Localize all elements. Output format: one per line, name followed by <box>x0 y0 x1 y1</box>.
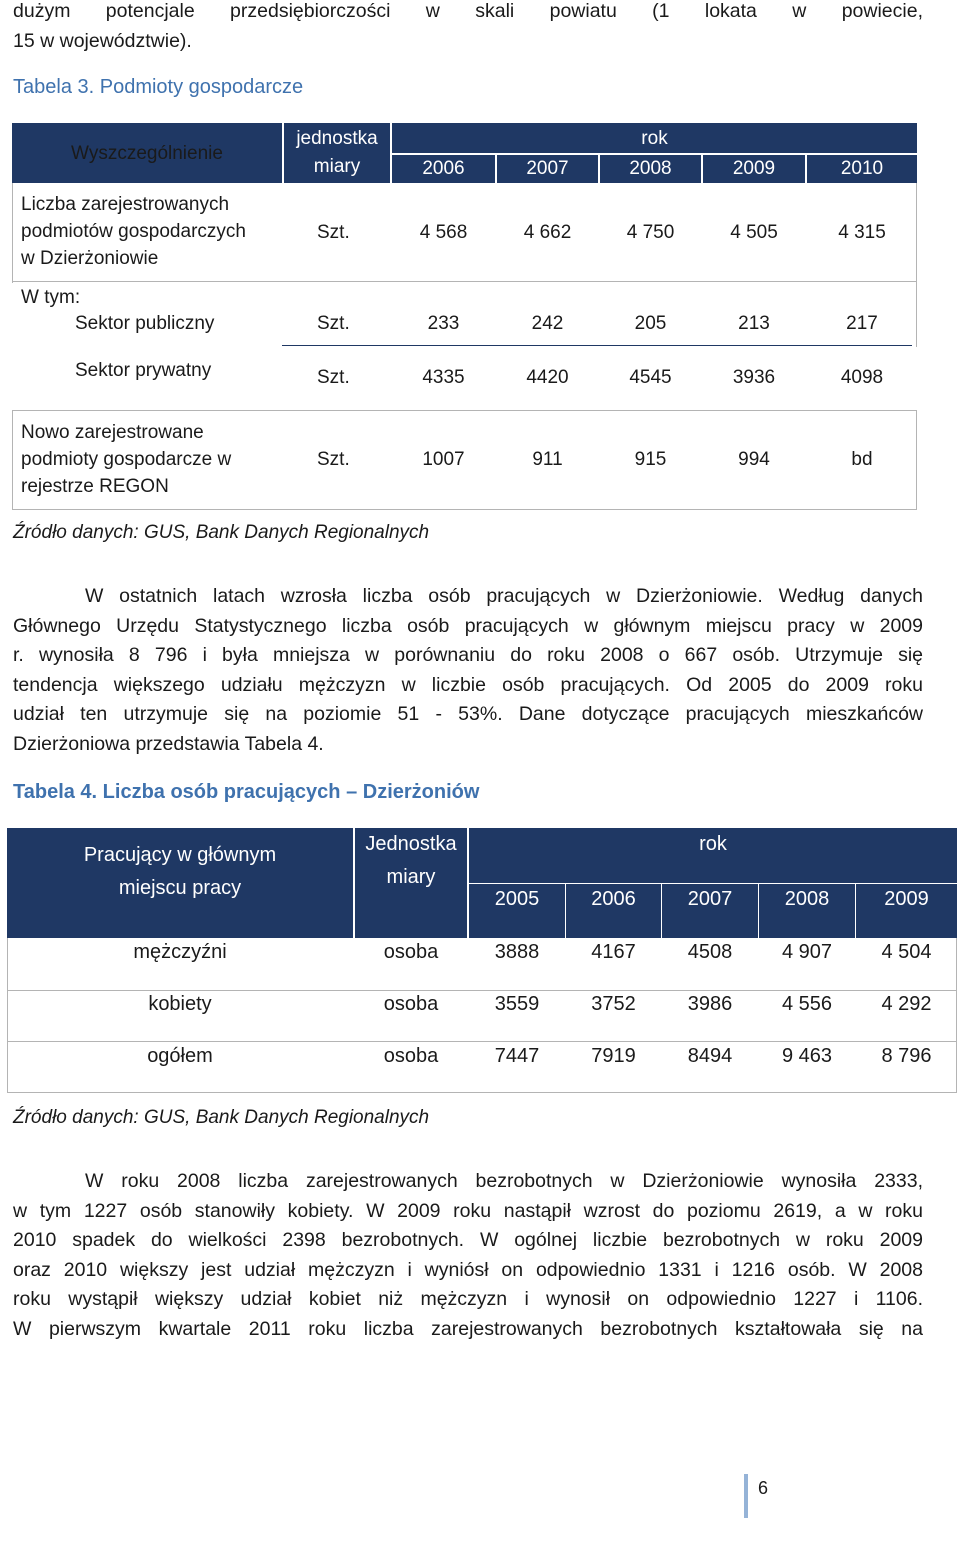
grid-line <box>12 281 917 282</box>
text-line: Głównego Urzędu Statystycznego liczba osób pracujących w głównym miejscu pracy w 2009 <box>13 614 923 637</box>
table4-header-label-line2: miejscu pracy <box>118 877 242 899</box>
table-cell-value: 242 <box>531 313 564 334</box>
table4-header-unit-line1: Jednostka <box>365 833 457 855</box>
table-cell-value: 4508 <box>687 941 733 963</box>
page-number-bar <box>744 1474 748 1518</box>
text-line: r. wynosiła 8 796 i była mniejsza w porównaniu do roku 2008 o 667 osób. Utrzymuje się <box>13 644 923 667</box>
table-cell-value: 4 907 <box>781 941 833 963</box>
row-label: ogółem <box>147 1045 213 1067</box>
row-unit: osoba <box>383 1045 439 1067</box>
table-cell-value: 233 <box>427 313 460 334</box>
text-line: 15 w województwie). <box>13 29 192 52</box>
table3-header-year-group: rok <box>641 128 668 149</box>
row-label-line: Nowo zarejestrowane <box>21 422 204 443</box>
text-line: Dzierżoniowa przedstawia Tabela 4. <box>13 732 324 755</box>
table-cell-value: 4167 <box>591 941 636 963</box>
table3 <box>12 123 917 511</box>
table4-source: Źródło danych: GUS, Bank Danych Regionalnych <box>13 1107 430 1128</box>
table-cell-value: 3888 <box>494 941 540 963</box>
table-cell-value: 4 750 <box>626 222 675 243</box>
table3-header-year: 2009 <box>732 158 776 179</box>
grid-line <box>7 1041 957 1042</box>
text-line: roku wystąpił większy udział kobiet niż mężczyzn i wynosił on odpowiednio 1227 i 1106. <box>13 1288 923 1311</box>
row-unit: osoba <box>383 993 439 1015</box>
table-cell-value: 3752 <box>591 993 636 1015</box>
grid-line <box>7 1092 957 1093</box>
table-cell-value: bd <box>851 449 873 470</box>
table-cell-value: 7447 <box>494 1045 540 1067</box>
row-label: kobiety <box>148 993 212 1015</box>
table-cell-value: 9 463 <box>781 1045 833 1067</box>
row-label-line: podmiotów gospodarczych <box>21 221 246 242</box>
table-cell-value: 4335 <box>422 367 465 388</box>
table4-caption: Tabela 4. Liczba osób pracujących – Dzierżoniów <box>13 781 480 803</box>
table4-header-unit-line2: miary <box>386 866 436 888</box>
row-unit: Szt. <box>317 449 350 470</box>
text-line: oraz 2010 większy jest udział mężczyzn i wyniósł on odpowiednio 1331 i 1216 osób. W 2008 <box>13 1258 923 1281</box>
row-label-line: podmioty gospodarcze w <box>21 449 232 470</box>
page-number: 6 <box>758 1478 769 1498</box>
row-unit: osoba <box>383 941 439 963</box>
table-cell-value: 8 796 <box>881 1045 932 1067</box>
text-line: dużym potencjale przedsiębiorczości w skali powiatu (1 lokata w powiecie, <box>13 0 923 22</box>
table4-header-year: 2005 <box>494 888 540 910</box>
row-label-line: w Dzierżoniowie <box>21 248 159 269</box>
grid-line <box>12 410 13 510</box>
table-cell-value: 4098 <box>840 367 884 388</box>
table4-header-label-line1: Pracujący w głównym <box>83 844 277 866</box>
row-label-line: rejestrze REGON <box>21 476 169 497</box>
intro-paragraph <box>13 0 923 56</box>
table-cell-value: 3559 <box>494 993 540 1015</box>
table3-header-unit-line1: jednostka <box>296 128 378 149</box>
table4-header-year: 2009 <box>884 888 929 910</box>
row-unit: Szt. <box>317 313 350 334</box>
text-line: tendencja większego udziału mężczyzn w liczbie osób pracujących. Od 2005 do 2009 roku <box>13 673 923 696</box>
grid-line <box>12 509 917 510</box>
table-cell-value: 4 292 <box>881 993 932 1015</box>
grid-line <box>12 183 13 283</box>
text-line: W roku 2008 liczba zarejestrowanych bezrobotnych w Dzierżoniowie wynosiła 2333, <box>85 1170 923 1192</box>
table-cell-value: 8494 <box>687 1045 733 1067</box>
text-line: W ostatnich latach wzrosła liczba osób pracujących w Dzierżoniowie. Według danych <box>85 585 923 607</box>
table-cell-value: 217 <box>846 313 878 334</box>
table3-header-year: 2006 <box>422 158 465 179</box>
table4-header-year: 2008 <box>784 888 830 910</box>
paragraph-unemployment <box>13 1167 923 1345</box>
grid-line <box>12 410 917 411</box>
row-unit: Szt. <box>317 367 350 388</box>
text-line: w tym 1227 osób stanowiły kobiety. W 2009 roku nastąpił wzrost do poziomu 2619, a w roku <box>13 1199 923 1222</box>
table-cell-value: 911 <box>532 449 563 470</box>
table-cell-value: 4 568 <box>419 222 468 243</box>
table-cell-value: 205 <box>634 313 667 334</box>
table-cell-value: 4420 <box>526 367 569 388</box>
row-label-line: Sektor prywatny <box>75 360 212 381</box>
table3-header-unit-line2: miary <box>313 156 361 177</box>
table-cell-value: 7919 <box>591 1045 636 1067</box>
table-cell-value: 4 315 <box>838 222 886 243</box>
table-cell-value: 994 <box>738 449 770 470</box>
table4-header-year: 2006 <box>591 888 636 910</box>
table4-header-year: 2007 <box>687 888 733 910</box>
table-cell-value: 3986 <box>687 993 733 1015</box>
row-unit: Szt. <box>317 222 350 243</box>
grid-line <box>7 990 957 991</box>
header-separator <box>467 883 957 884</box>
text-line: W pierwszym kwartale 2011 roku liczba zarejestrowanych bezrobotnych kształtowała się na <box>13 1317 923 1340</box>
text-line: udział ten utrzymuje się na poziomie 51 - 53%. Dane dotyczące pracujących mieszkańców <box>13 703 923 726</box>
table4-header-year-group: rok <box>699 833 727 855</box>
table-cell-value: 4 505 <box>730 222 778 243</box>
table3-header-label: Wyszczególnienie <box>71 143 223 164</box>
text-line: 2010 spadek do wielkości 2398 bezrobotnych. W ogólnej liczbie bezrobotnych w roku 2009 <box>13 1229 923 1252</box>
row-label: mężczyźni <box>133 941 227 963</box>
table-cell-value: 915 <box>634 449 667 470</box>
table-cell-value: 4 556 <box>781 993 833 1015</box>
paragraph-employment <box>13 582 923 760</box>
table4 <box>7 828 957 1093</box>
row-label-line: Liczba zarejestrowanych <box>21 194 230 215</box>
grid-line <box>282 345 912 346</box>
table-cell-value: 4 504 <box>881 941 932 963</box>
row-label-line: Sektor publiczny <box>75 313 215 334</box>
table-cell-value: 4545 <box>629 367 672 388</box>
table3-header-year: 2007 <box>526 158 569 179</box>
table3-header-year: 2008 <box>629 158 672 179</box>
subheading: W tym: <box>21 287 81 308</box>
table3-header-year: 2010 <box>840 158 884 179</box>
table-cell-value: 213 <box>738 313 770 334</box>
table-cell-value: 4 662 <box>523 222 572 243</box>
table-cell-value: 3936 <box>732 367 776 388</box>
table3-caption: Tabela 3. Podmioty gospodarcze <box>13 76 304 98</box>
table3-source: Źródło danych: GUS, Bank Danych Regionalnych <box>13 522 430 543</box>
table-cell-value: 1007 <box>422 449 465 470</box>
